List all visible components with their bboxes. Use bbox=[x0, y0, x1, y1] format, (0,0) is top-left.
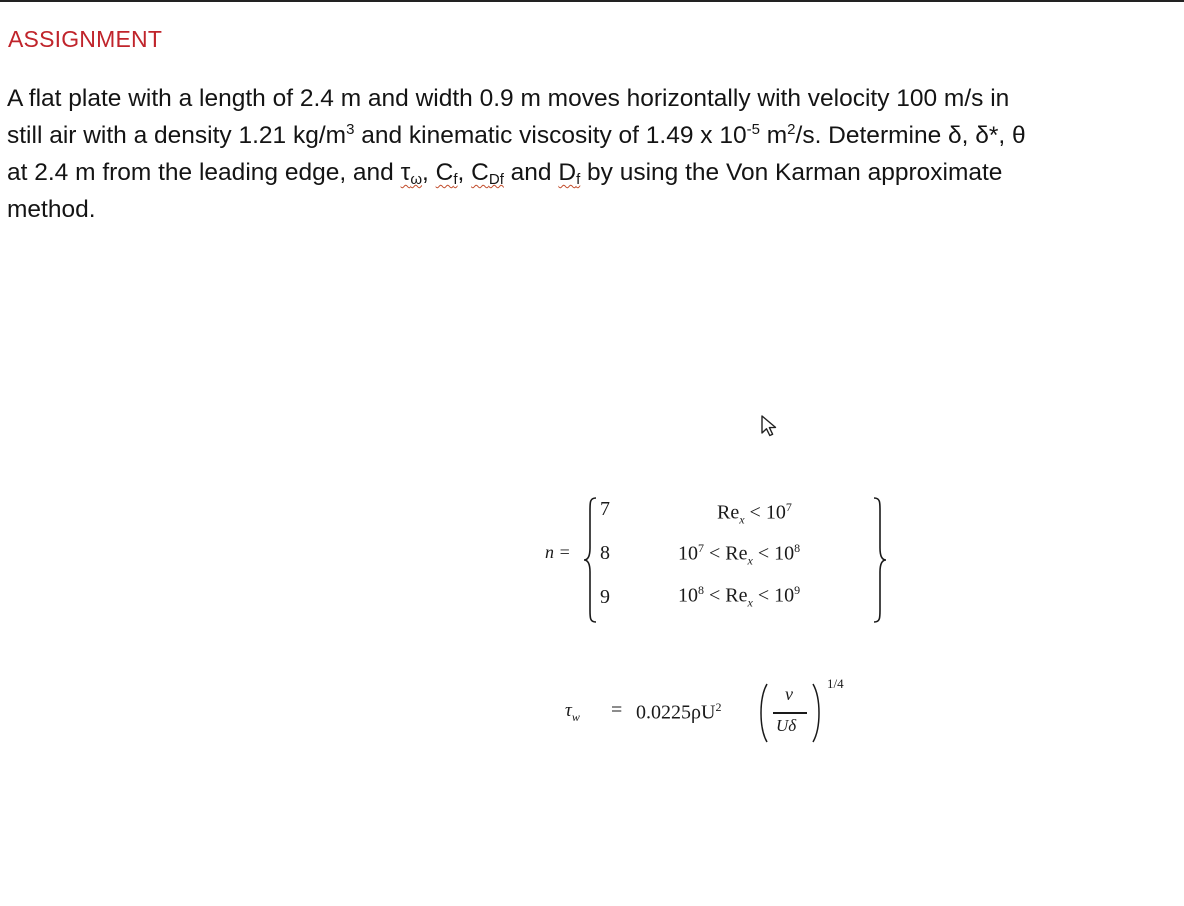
case-n-7: 7 bbox=[600, 498, 610, 520]
cond-1-re: Re bbox=[717, 501, 740, 524]
condition-3 bbox=[678, 583, 800, 611]
line-3-text-b: by using the Von Karman approximate bbox=[580, 159, 1003, 186]
density-exponent: 3 bbox=[346, 121, 355, 138]
fraction-bar bbox=[773, 712, 807, 714]
formula-wall-shear-stress bbox=[565, 672, 865, 752]
cond-3-re: < Re bbox=[704, 584, 748, 607]
problem-statement bbox=[7, 80, 1179, 228]
tau-w-coefficient bbox=[636, 700, 721, 725]
cond-3-a: 10 bbox=[678, 584, 698, 607]
coef-exponent: 2 bbox=[715, 700, 722, 714]
right-paren bbox=[811, 682, 823, 744]
right-brace bbox=[871, 496, 889, 624]
cond-2-c-exp: 8 bbox=[794, 541, 801, 555]
line-2-text-d: /s. Determine δ, δ*, θ bbox=[795, 122, 1026, 149]
and-text: and bbox=[503, 159, 559, 186]
fraction-denominator: Uδ bbox=[776, 716, 797, 735]
tau-letter: τ bbox=[400, 159, 411, 186]
left-brace bbox=[583, 496, 599, 624]
line-2-text-c: m bbox=[759, 122, 788, 149]
case-n-8: 8 bbox=[600, 542, 610, 564]
cond-2-a-exp: 7 bbox=[698, 541, 704, 555]
df-symbol bbox=[558, 159, 580, 186]
cond-2-a: 10 bbox=[678, 542, 698, 565]
case-n-9: 9 bbox=[600, 586, 610, 608]
left-paren bbox=[757, 682, 769, 744]
fraction-numerator: ν bbox=[785, 684, 793, 704]
outer-exponent: 1/4 bbox=[827, 676, 844, 691]
tau-w-lhs bbox=[565, 700, 580, 725]
n-lhs: n = bbox=[545, 542, 571, 562]
df-subscript: f bbox=[576, 171, 581, 188]
cond-2-c: < 10 bbox=[752, 542, 795, 565]
line-1-text: A flat plate with a length of 2.4 m and width 0.9 m moves horizontally with velocity 100 m/s in bbox=[7, 85, 1010, 112]
line-3-text-a: at 2.4 m from the leading edge, and bbox=[7, 159, 401, 186]
mouse-pointer-icon bbox=[760, 414, 782, 443]
cond-3-c: < 10 bbox=[752, 584, 795, 607]
cond-3-a-exp: 8 bbox=[698, 583, 704, 597]
cf-subscript: f bbox=[453, 171, 458, 188]
tau-w-equals: = bbox=[611, 699, 623, 721]
cf-symbol bbox=[436, 159, 458, 186]
coef-text: 0.0225ρU bbox=[636, 701, 716, 724]
condition-1 bbox=[717, 500, 792, 528]
viscosity-exponent: -5 bbox=[746, 121, 760, 138]
tau-w-subscript: w bbox=[571, 709, 580, 724]
cond-3-sub: x bbox=[747, 595, 753, 610]
cdf-letter: C bbox=[471, 159, 489, 186]
top-border bbox=[0, 0, 1184, 2]
cond-2-re: < Re bbox=[704, 542, 748, 565]
cond-1-sub: x bbox=[739, 512, 745, 527]
line-2-text-a: still air with a density 1.21 kg/m bbox=[7, 122, 347, 149]
assignment-heading: ASSIGNMENT bbox=[8, 26, 163, 52]
cdf-subscript: Df bbox=[488, 171, 504, 188]
tau-symbol bbox=[401, 159, 422, 186]
cond-1-rest: < 10 bbox=[744, 501, 786, 524]
separator-1: , bbox=[422, 159, 436, 186]
problem-line-3 bbox=[7, 154, 1179, 191]
tau-subscript: ω bbox=[410, 171, 423, 188]
tau-w-letter: τ bbox=[565, 700, 572, 721]
formula-n-piecewise bbox=[545, 494, 895, 626]
cond-2-sub: x bbox=[747, 553, 753, 568]
line-4-text: method. bbox=[7, 196, 96, 223]
line-2-text-b: and kinematic viscosity of 1.49 x 10 bbox=[354, 122, 747, 149]
cf-letter: C bbox=[435, 159, 454, 186]
df-letter: D bbox=[558, 159, 577, 186]
cond-1-exp: 7 bbox=[785, 500, 792, 514]
problem-line-1 bbox=[7, 80, 1179, 117]
cond-3-c-exp: 9 bbox=[794, 583, 801, 597]
condition-2 bbox=[678, 541, 800, 569]
cdf-symbol bbox=[471, 159, 504, 186]
separator-2: , bbox=[457, 159, 472, 186]
area-exponent: 2 bbox=[787, 121, 796, 138]
problem-line-2 bbox=[7, 117, 1179, 154]
problem-line-4 bbox=[7, 191, 1179, 228]
